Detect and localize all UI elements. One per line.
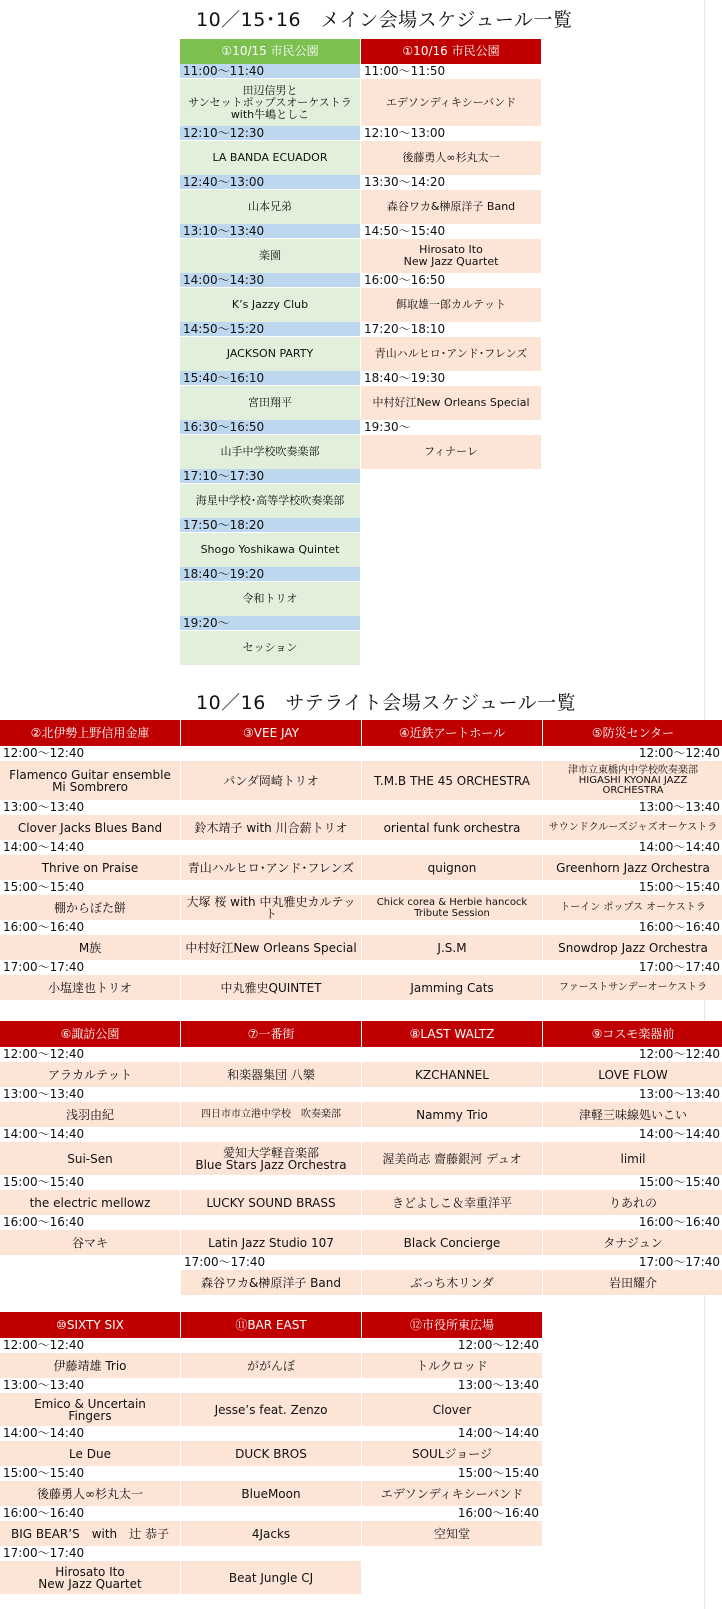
slot-time — [362, 1087, 542, 1101]
venue-header: ③VEE JAY — [181, 720, 361, 746]
venue-slot — [181, 800, 361, 840]
slot-act: Clover Jacks Blues Band — [0, 815, 180, 840]
slot-time: 17:00～17:40 — [543, 960, 722, 974]
slot-time: 16:00～16:40 — [543, 1215, 722, 1229]
slot-time: 18:40～19:20 — [180, 567, 360, 581]
venue-slot — [362, 960, 542, 1000]
slot-time: 16:30～16:50 — [180, 420, 360, 434]
slot-act: K’s Jazzy Club — [180, 288, 360, 322]
slot-time — [181, 960, 361, 974]
venue-slot — [543, 880, 722, 920]
slot-time: 11:00～11:40 — [180, 64, 360, 78]
venue-slot — [181, 1175, 361, 1215]
venue-column — [181, 1021, 361, 1295]
venue-slot — [0, 1466, 180, 1506]
slot-time: 17:00～17:40 — [543, 1255, 722, 1269]
venue-column — [181, 1312, 361, 1594]
slot-act: LA BANDA ECUADOR — [180, 141, 360, 175]
venue-slot — [362, 1255, 542, 1295]
slot-act: J.S.M — [362, 935, 542, 960]
venue-slot — [0, 1215, 180, 1255]
slot-act: ぶっち木リンダ — [362, 1270, 542, 1295]
slot-act: BIG BEAR’S with 辻 恭子 — [0, 1521, 180, 1546]
slot-act: 後藤勇人∞杉丸太一 — [361, 141, 541, 175]
slot-time: 13:00～13:40 — [543, 1087, 722, 1101]
main-day2-slot — [361, 371, 541, 420]
venue-slot — [362, 800, 542, 840]
venue-slot — [362, 1466, 542, 1506]
slot-act: Beat Jungle CJ — [181, 1561, 361, 1594]
main-schedule-title: 10／15･16 メイン会場スケジュール一覧 — [196, 9, 573, 31]
venue-slot — [0, 746, 180, 800]
main-day1-column — [180, 39, 360, 665]
slot-time: 14:00～14:40 — [543, 1127, 722, 1141]
slot-act: Hirosato Ito New Jazz Quartet — [361, 239, 541, 273]
venue-slot — [543, 1047, 722, 1087]
slot-time: 16:00～16:40 — [0, 1506, 180, 1520]
main-day1-slot — [180, 273, 360, 322]
slot-act: 津軽三味線処いこい — [543, 1102, 722, 1127]
slot-act: りあれの — [543, 1190, 722, 1215]
venue-slot — [0, 1378, 180, 1426]
slot-act: 空知堂 — [362, 1521, 542, 1546]
venue-header: ⑦一番街 — [181, 1021, 361, 1047]
venue-slot — [0, 840, 180, 880]
slot-time — [362, 920, 542, 934]
main-day1-slot — [180, 518, 360, 567]
venue-column — [543, 720, 722, 1000]
slot-time — [362, 1215, 542, 1229]
venue-header: ⑫市役所東広場 — [362, 1312, 542, 1338]
venue-slot — [181, 1338, 361, 1378]
slot-act: 伊藤靖雄 Trio — [0, 1353, 180, 1378]
slot-time — [181, 1466, 361, 1480]
slot-act: 餌取雄一郎カルテット — [361, 288, 541, 322]
venue-slot — [362, 1175, 542, 1215]
venue-slot — [0, 1047, 180, 1087]
slot-time: 11:00～11:50 — [361, 64, 541, 78]
slot-time: 14:00～14:40 — [362, 1426, 542, 1440]
slot-act: LOVE FLOW — [543, 1062, 722, 1087]
slot-act: quignon — [362, 855, 542, 880]
slot-act: 青山ハルヒロ･アンド･フレンズ — [181, 855, 361, 880]
slot-time: 13:00～13:40 — [362, 1378, 542, 1392]
venue-slot — [181, 1215, 361, 1255]
venue-slot — [0, 960, 180, 1000]
slot-time — [362, 960, 542, 974]
slot-time: 14:00～14:40 — [0, 840, 180, 854]
venue-header: ⑪BAR EAST — [181, 1312, 361, 1338]
slot-act: Thrive on Praise — [0, 855, 180, 880]
venue-slot — [0, 1175, 180, 1215]
slot-time: 16:00～16:50 — [361, 273, 541, 287]
main-day1-slot — [180, 64, 360, 126]
venue-column — [181, 720, 361, 1000]
main-day1-slot — [180, 126, 360, 175]
slot-act: oriental funk orchestra — [362, 815, 542, 840]
slot-act: 4Jacks — [181, 1521, 361, 1546]
venue-slot — [181, 746, 361, 800]
slot-act: サウンドクルーズジャズオーケストラ — [543, 815, 722, 840]
venue-slot — [362, 1127, 542, 1175]
slot-time — [181, 1047, 361, 1061]
slot-act: フィナーレ — [361, 435, 541, 469]
venue-slot — [0, 880, 180, 920]
slot-act: アラカルテット — [0, 1062, 180, 1087]
slot-act: 浅羽由紀 — [0, 1102, 180, 1127]
main-day2-header: ①10/16 市民公園 — [361, 39, 541, 64]
slot-act: DUCK BROS — [181, 1441, 361, 1466]
slot-act: 森谷ワカ&榊原洋子 Band — [181, 1270, 361, 1295]
slot-time: 13:00～13:40 — [0, 1087, 180, 1101]
venue-slot — [543, 800, 722, 840]
venue-slot — [181, 1426, 361, 1466]
venue-slot — [181, 840, 361, 880]
venue-column — [543, 1021, 722, 1295]
slot-act: 海星中学校･高等学校吹奏楽部 — [180, 484, 360, 518]
slot-time — [181, 1378, 361, 1392]
slot-act: セッション — [180, 631, 360, 665]
venue-header: ②北伊勢上野信用金庫 — [0, 720, 180, 746]
venue-slot — [181, 1466, 361, 1506]
slot-time — [181, 1338, 361, 1352]
main-day2-slot — [361, 273, 541, 322]
slot-time — [362, 746, 542, 760]
slot-time — [181, 1506, 361, 1520]
venue-slot — [362, 1506, 542, 1546]
venue-slot — [181, 1506, 361, 1546]
venue-slot — [362, 1047, 542, 1087]
slot-act: ががんぼ — [181, 1353, 361, 1378]
venue-slot — [362, 1426, 542, 1466]
slot-act: Sui-Sen — [0, 1142, 180, 1175]
slot-act: Latin Jazz Studio 107 — [181, 1230, 361, 1255]
slot-act: Shogo Yoshikawa Quintet — [180, 533, 360, 567]
slot-time: 12:00～12:40 — [362, 1338, 542, 1352]
slot-time: 16:00～16:40 — [0, 920, 180, 934]
main-day2-slot — [361, 126, 541, 175]
venue-slot — [362, 880, 542, 920]
venue-slot — [0, 1506, 180, 1546]
slot-time: 14:00～14:40 — [0, 1426, 180, 1440]
slot-act: Jesse’s feat. Zenzo — [181, 1393, 361, 1426]
slot-time: 12:40～13:00 — [180, 175, 360, 189]
venue-header: ⑩SIXTY SIX — [0, 1312, 180, 1338]
main-day2-slot — [361, 420, 541, 469]
slot-act: 津市立東橋内中学校吹奏楽部 HIGASHI KYONAI JAZZ ORCHESTRA — [543, 761, 722, 800]
slot-act: limil — [543, 1142, 722, 1175]
main-day1-slot — [180, 420, 360, 469]
venue-slot — [362, 1087, 542, 1127]
slot-act: きどよしこ＆幸重洋平 — [362, 1190, 542, 1215]
slot-act: Greenhorn Jazz Orchestra — [543, 855, 722, 880]
venue-slot — [543, 1087, 722, 1127]
slot-time: 14:50～15:20 — [180, 322, 360, 336]
slot-time: 19:20～ — [180, 616, 360, 630]
slot-act: 四日市市立港中学校 吹奏楽部 — [181, 1102, 361, 1127]
main-day1-slot — [180, 371, 360, 420]
slot-time — [181, 746, 361, 760]
slot-time: 12:00～12:40 — [0, 1047, 180, 1061]
slot-act: エデソンディキシーバンド — [361, 79, 541, 126]
slot-act: Le Due — [0, 1441, 180, 1466]
slot-time: 17:20～18:10 — [361, 322, 541, 336]
slot-act: Emico & Uncertain Fingers — [0, 1393, 180, 1426]
venue-slot — [181, 920, 361, 960]
slot-act: トーイン ポップス オーケストラ — [543, 895, 722, 920]
venue-column — [0, 1021, 180, 1255]
slot-time: 17:50～18:20 — [180, 518, 360, 532]
slot-time: 15:00～15:40 — [543, 880, 722, 894]
slot-time: 18:40～19:30 — [361, 371, 541, 385]
slot-time: 12:00～12:40 — [0, 1338, 180, 1352]
slot-act: Black Concierge — [362, 1230, 542, 1255]
slot-time — [362, 1175, 542, 1189]
slot-time: 12:10～12:30 — [180, 126, 360, 140]
venue-slot — [0, 1127, 180, 1175]
slot-time: 15:00～15:40 — [362, 1466, 542, 1480]
venue-slot — [0, 1338, 180, 1378]
slot-time: 13:00～13:40 — [0, 800, 180, 814]
slot-time: 12:00～12:40 — [543, 1047, 722, 1061]
slot-act: Jamming Cats — [362, 975, 542, 1000]
slot-time: 14:50～15:40 — [361, 224, 541, 238]
slot-time — [181, 840, 361, 854]
venue-slot — [0, 800, 180, 840]
slot-time: 15:00～15:40 — [0, 880, 180, 894]
venue-slot — [0, 1426, 180, 1466]
main-day1-slot — [180, 224, 360, 273]
slot-act: Chick corea & Herbie hancock Tribute Session — [362, 895, 542, 920]
slot-act: 小塩達也トリオ — [0, 975, 180, 1000]
slot-act: Nammy Trio — [362, 1102, 542, 1127]
main-day2-column — [361, 39, 541, 469]
venue-slot — [543, 1215, 722, 1255]
venue-slot — [362, 920, 542, 960]
slot-act: 山手中学校吹奏楽部 — [180, 435, 360, 469]
slot-time — [362, 1255, 542, 1269]
slot-time — [362, 1127, 542, 1141]
venue-header: ⑤防災センター — [543, 720, 722, 746]
slot-time: 14:00～14:40 — [0, 1127, 180, 1141]
venue-header: ④近鉄アートホール — [362, 720, 542, 746]
venue-column — [362, 1021, 542, 1295]
main-day1-slot — [180, 616, 360, 665]
slot-act: 中村好江New Orleans Special — [361, 386, 541, 420]
slot-act: 大塚 桜 with 中丸雅史カルテット — [181, 895, 361, 920]
satellite-schedule-title: 10／16 サテライト会場スケジュール一覧 — [196, 692, 577, 714]
venue-column — [0, 720, 180, 1000]
venue-slot — [543, 1175, 722, 1215]
slot-time: 12:10～13:00 — [361, 126, 541, 140]
slot-act: the electric mellowz — [0, 1190, 180, 1215]
slot-time: 16:00～16:40 — [543, 920, 722, 934]
slot-act: SOULジョージ — [362, 1441, 542, 1466]
venue-slot — [362, 840, 542, 880]
slot-act: Clover — [362, 1393, 542, 1426]
slot-act: LUCKY SOUND BRASS — [181, 1190, 361, 1215]
venue-column — [362, 1312, 542, 1546]
venue-header: ⑥諏訪公園 — [0, 1021, 180, 1047]
slot-act: 森谷ワカ&榊原洋子 Band — [361, 190, 541, 224]
slot-act: 山本兄弟 — [180, 190, 360, 224]
slot-act: 鈴木靖子 with 川合薪トリオ — [181, 815, 361, 840]
slot-time: 12:00～12:40 — [543, 746, 722, 760]
slot-time — [362, 840, 542, 854]
venue-slot — [181, 1127, 361, 1175]
slot-time — [181, 1215, 361, 1229]
slot-time — [181, 1546, 361, 1560]
slot-act: トルクロッド — [362, 1353, 542, 1378]
slot-time — [181, 880, 361, 894]
main-day1-slot — [180, 469, 360, 518]
venue-slot — [362, 746, 542, 800]
slot-act: 谷マキ — [0, 1230, 180, 1255]
venue-slot — [0, 1546, 180, 1594]
main-day2-slot — [361, 175, 541, 224]
slot-time — [362, 880, 542, 894]
venue-slot — [0, 920, 180, 960]
venue-slot — [543, 960, 722, 1000]
slot-time: 16:00～16:40 — [362, 1506, 542, 1520]
venue-slot — [543, 746, 722, 800]
venue-slot — [543, 840, 722, 880]
slot-act: ファーストサンデーオーケストラ — [543, 975, 722, 1000]
slot-time: 17:00～17:40 — [181, 1255, 361, 1269]
slot-time: 13:00～13:40 — [0, 1378, 180, 1392]
slot-act: 愛知大学軽音楽部 Blue Stars Jazz Orchestra — [181, 1142, 361, 1175]
venue-slot — [181, 1047, 361, 1087]
slot-act: M族 — [0, 935, 180, 960]
venue-slot — [543, 1127, 722, 1175]
slot-act: BlueMoon — [181, 1481, 361, 1506]
slot-act: エデソンディキシーバンド — [362, 1481, 542, 1506]
slot-time: 14:00～14:40 — [543, 840, 722, 854]
venue-column — [362, 720, 542, 1000]
venue-slot — [181, 960, 361, 1000]
slot-act: 岩田耀介 — [543, 1270, 722, 1295]
slot-time: 13:10～13:40 — [180, 224, 360, 238]
slot-time: 17:00～17:40 — [0, 960, 180, 974]
venue-slot — [543, 1255, 722, 1295]
slot-act: KZCHANNEL — [362, 1062, 542, 1087]
main-day1-header: ①10/15 市民公園 — [180, 39, 360, 64]
venue-slot — [362, 1215, 542, 1255]
slot-time: 19:30～ — [361, 420, 541, 434]
main-day1-slot — [180, 567, 360, 616]
slot-act: 棚からぼた餅 — [0, 895, 180, 920]
slot-act: Hirosato Ito New Jazz Quartet — [0, 1561, 180, 1594]
venue-slot — [543, 920, 722, 960]
slot-act: Flamenco Guitar ensemble Mi Sombrero — [0, 761, 180, 800]
slot-time: 13:00～13:40 — [543, 800, 722, 814]
main-day2-slot — [361, 322, 541, 371]
slot-act: Snowdrop Jazz Orchestra — [543, 935, 722, 960]
slot-act: JACKSON PARTY — [180, 337, 360, 371]
venue-slot — [181, 1255, 361, 1295]
slot-time: 15:00～15:40 — [0, 1175, 180, 1189]
slot-time — [181, 1426, 361, 1440]
venue-header: ⑧LAST WALTZ — [362, 1021, 542, 1047]
slot-time: 14:00～14:30 — [180, 273, 360, 287]
venue-slot — [181, 1546, 361, 1594]
slot-time: 15:00～15:40 — [0, 1466, 180, 1480]
venue-slot — [181, 880, 361, 920]
venue-slot — [0, 1087, 180, 1127]
slot-time — [181, 1175, 361, 1189]
slot-act: 青山ハルヒロ･アンド･フレンズ — [361, 337, 541, 371]
venue-column — [0, 1312, 180, 1594]
slot-act: 中丸雅史QUINTET — [181, 975, 361, 1000]
slot-time — [181, 800, 361, 814]
slot-time: 17:10～17:30 — [180, 469, 360, 483]
venue-header: ⑨コスモ楽器前 — [543, 1021, 722, 1047]
venue-slot — [181, 1378, 361, 1426]
slot-act: パンダ岡崎トリオ — [181, 761, 361, 800]
slot-act: 令和トリオ — [180, 582, 360, 616]
slot-time: 13:30～14:20 — [361, 175, 541, 189]
slot-time: 12:00～12:40 — [0, 746, 180, 760]
slot-act: 中村好江New Orleans Special — [181, 935, 361, 960]
main-day1-slot — [180, 175, 360, 224]
main-day1-slot — [180, 322, 360, 371]
slot-act: T.M.B THE 45 ORCHESTRA — [362, 761, 542, 800]
slot-time — [362, 800, 542, 814]
slot-time: 17:00～17:40 — [0, 1546, 180, 1560]
slot-time: 15:00～15:40 — [543, 1175, 722, 1189]
slot-act: 後藤勇人∞杉丸太一 — [0, 1481, 180, 1506]
main-day2-slot — [361, 224, 541, 273]
slot-act: 楽園 — [180, 239, 360, 273]
venue-slot — [362, 1378, 542, 1426]
slot-time — [181, 1127, 361, 1141]
slot-act: タナジュン — [543, 1230, 722, 1255]
slot-time: 16:00～16:40 — [0, 1215, 180, 1229]
slot-time — [362, 1047, 542, 1061]
slot-act: 宮田翔平 — [180, 386, 360, 420]
slot-time: 15:40～16:10 — [180, 371, 360, 385]
slot-time — [181, 1087, 361, 1101]
slot-act: 和楽器集団 八樂 — [181, 1062, 361, 1087]
venue-slot — [362, 1338, 542, 1378]
slot-time — [181, 920, 361, 934]
slot-act: 渥美尚志 齋藤銀河 デュオ — [362, 1142, 542, 1175]
venue-slot — [181, 1087, 361, 1127]
slot-act: 田辺信男と サンセットポップスオーケストラ with牛嶋としこ — [180, 79, 360, 126]
main-day2-slot — [361, 64, 541, 126]
